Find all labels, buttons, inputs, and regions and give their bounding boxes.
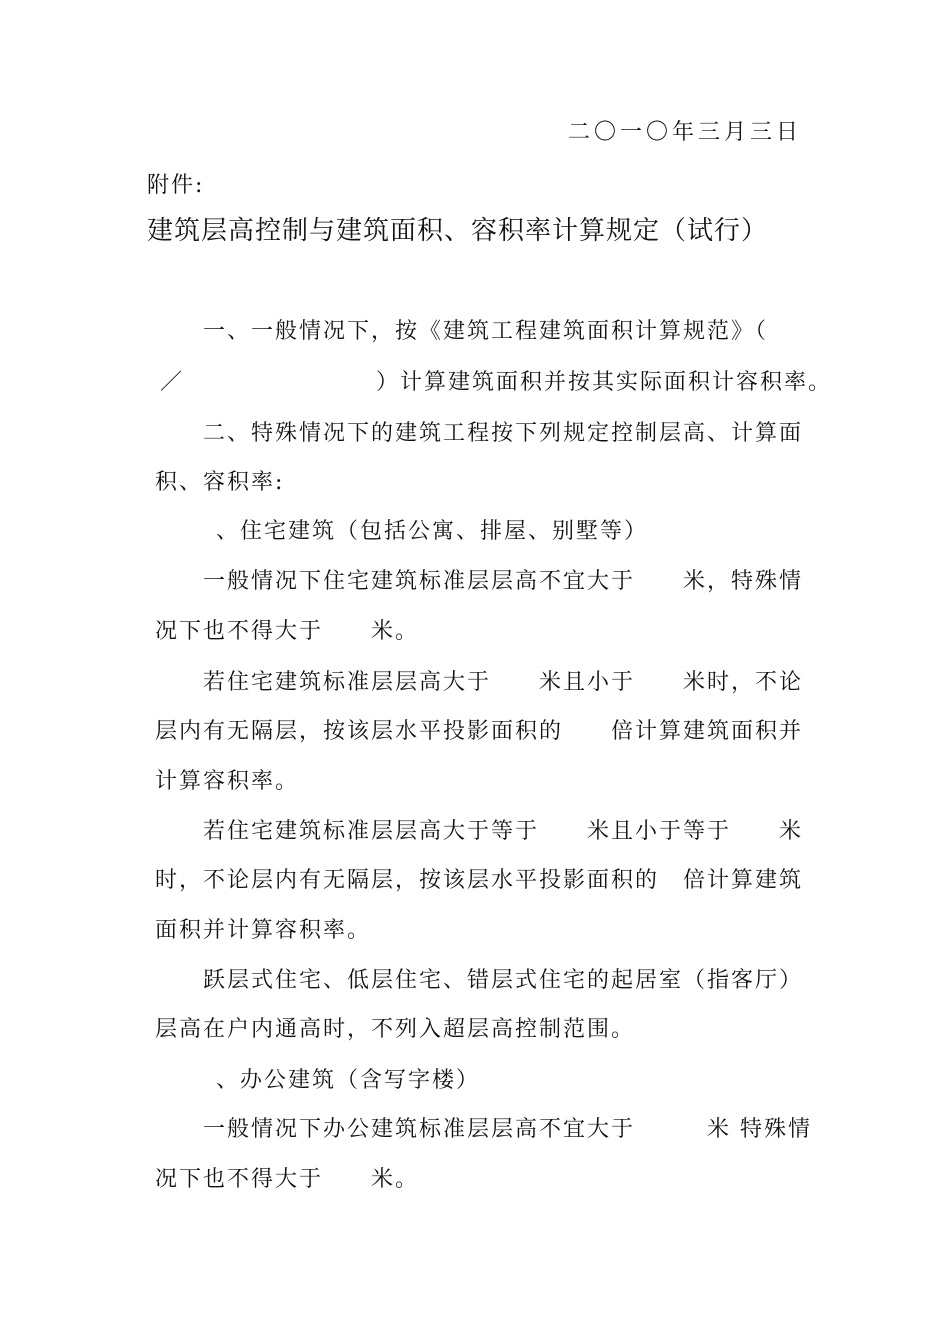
paragraph-line: 计算容积率。 <box>155 769 300 794</box>
paragraph-line: 况下也不得大于 米。 <box>155 1167 420 1192</box>
paragraph-line: 一般情况下住宅建筑标准层层高不宜大于 米，特殊情 <box>203 569 804 594</box>
paragraph-line: 层内有无隔层，按该层水平投影面积的 倍计算建筑面积并 <box>155 719 804 744</box>
paragraph-line: ／ ）计算建筑面积并按其实际面积计容积率。 <box>160 370 833 395</box>
document-date: 二〇一〇年三月三日 <box>567 120 802 145</box>
section-heading: 、住宅建筑（包括公寓、排屋、别墅等） <box>216 519 649 544</box>
attachment-label: 附件: <box>147 173 205 198</box>
paragraph-line: 跃层式住宅、低层住宅、错层式住宅的起居室（指客厅） <box>203 968 804 993</box>
paragraph-line: 若住宅建筑标准层层高大于 米且小于 米时，不论 <box>203 670 804 695</box>
paragraph-line: 时，不论层内有无隔层，按该层水平投影面积的 倍计算建筑 <box>155 868 804 893</box>
paragraph-line: 一、一般情况下，按《建筑工程建筑面积计算规范》（ <box>203 319 769 344</box>
paragraph-line: 积、容积率: <box>155 470 285 495</box>
document-title: 建筑层高控制与建筑面积、容积率计算规定（试行） <box>147 216 769 246</box>
paragraph-line: 况下也不得大于 米。 <box>155 619 420 644</box>
paragraph-line: 二、特殊情况下的建筑工程按下列规定控制层高、计算面 <box>203 421 804 446</box>
paragraph-line: 面积并计算容积率。 <box>155 918 372 943</box>
paragraph-line: 一般情况下办公建筑标准层层高不宜大于 米 特殊情 <box>203 1117 812 1142</box>
paragraph-line: 若住宅建筑标准层层高大于等于 米且小于等于 米 <box>203 819 804 844</box>
paragraph-line: 层高在户内通高时，不列入超层高控制范围。 <box>155 1017 636 1042</box>
section-heading: 、办公建筑（含写字楼） <box>216 1068 481 1093</box>
